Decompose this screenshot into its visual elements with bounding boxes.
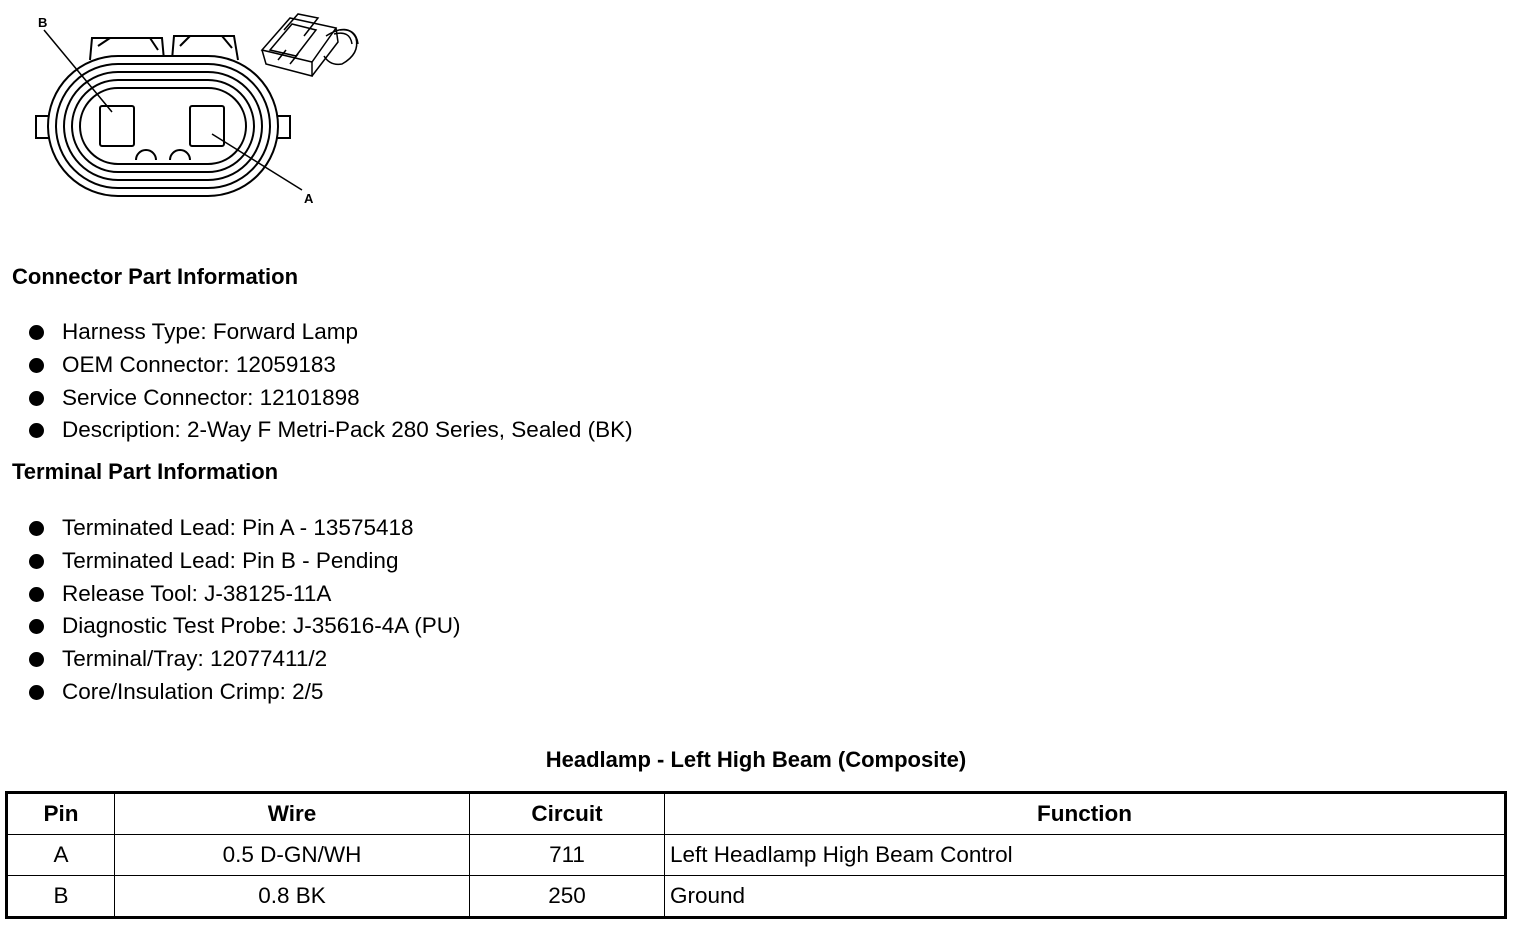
cell-wire: 0.5 D-GN/WH	[115, 835, 470, 876]
list-item: Service Connector: 12101898	[28, 382, 633, 415]
table-header-row	[7, 793, 1506, 835]
bullet-icon	[29, 587, 44, 602]
list-item: Terminated Lead: Pin A - 13575418	[28, 512, 461, 545]
cell-circuit: 250	[470, 876, 665, 918]
list-item: Terminal/Tray: 12077411/2	[28, 643, 461, 676]
cell-circuit: 711	[470, 835, 665, 876]
bullet-icon	[29, 619, 44, 634]
list-item: Harness Type: Forward Lamp	[28, 316, 633, 349]
pin-label-b: B	[38, 15, 48, 30]
terminal-section-heading: Terminal Part Information	[12, 459, 279, 484]
list-item: OEM Connector: 12059183	[28, 349, 633, 382]
cell-function: Left Headlamp High Beam Control	[665, 835, 1506, 876]
column-header-circuit: Circuit	[470, 793, 665, 835]
list-item: Description: 2-Way F Metri-Pack 280 Series, Sealed (BK)	[28, 414, 633, 447]
list-item: Core/Insulation Crimp: 2/5	[28, 676, 461, 709]
cell-pin: B	[7, 876, 115, 918]
bullet-icon	[29, 325, 44, 340]
list-item: Release Tool: J-38125-11A	[28, 578, 461, 611]
pin-label-a: A	[304, 191, 314, 206]
column-header-function: Function	[665, 793, 1506, 835]
table-row	[7, 835, 1506, 876]
connector-diagram	[0, 0, 380, 215]
column-header-wire: Wire	[115, 793, 470, 835]
connector-info-list	[28, 316, 633, 447]
bullet-icon	[29, 358, 44, 373]
bullet-icon	[29, 391, 44, 406]
list-item: Terminated Lead: Pin B - Pending	[28, 545, 461, 578]
cell-wire: 0.8 BK	[115, 876, 470, 918]
column-header-pin: Pin	[7, 793, 115, 835]
bullet-icon	[29, 521, 44, 536]
table-title: Headlamp - Left High Beam (Composite)	[545, 747, 967, 772]
list-item: Diagnostic Test Probe: J-35616-4A (PU)	[28, 610, 461, 643]
pinout-table	[5, 791, 1507, 919]
bullet-icon	[29, 652, 44, 667]
bullet-icon	[29, 685, 44, 700]
bullet-icon	[29, 554, 44, 569]
table-row	[7, 876, 1506, 918]
terminal-info-list	[28, 512, 461, 709]
cell-function: Ground	[665, 876, 1506, 918]
bullet-icon	[29, 423, 44, 438]
cell-pin: A	[7, 835, 115, 876]
connector-section-heading: Connector Part Information	[12, 264, 299, 289]
